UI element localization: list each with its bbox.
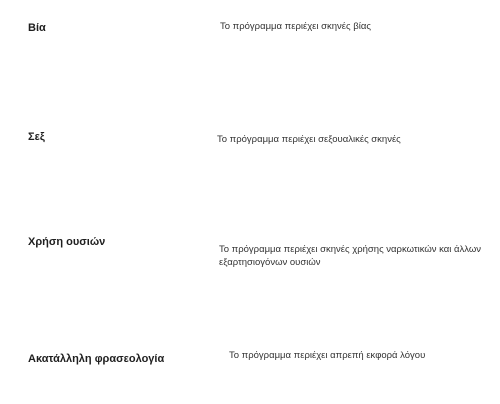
description-line: εξαρτησιογόνων ουσιών <box>219 257 321 268</box>
description-line: Το πρόγραμμα περιέχει σκηνές βίας <box>220 21 371 32</box>
rating-label-inappropriate-language: Ακατάλληλη φρασεολογία <box>28 353 165 365</box>
rating-label-substance-use: Χρήση ουσιών <box>28 236 106 248</box>
description-line: Το πρόγραμμα περιέχει σκηνές χρήσης ναρκωτικών και άλλων <box>219 244 482 255</box>
description-line: Το πρόγραμμα περιέχει σεξουαλικές σκηνές <box>217 134 401 145</box>
rating-description-sex <box>217 133 401 146</box>
rating-label-sex: Σεξ <box>28 131 45 143</box>
description-line: Το πρόγραμμα περιέχει απρεπή εκφορά λόγου <box>229 350 426 361</box>
rating-label-violence: Βία <box>28 22 46 34</box>
rating-description-violence <box>220 20 371 33</box>
rating-description-inappropriate-language <box>229 349 425 362</box>
rating-description-substance-use <box>219 243 481 269</box>
